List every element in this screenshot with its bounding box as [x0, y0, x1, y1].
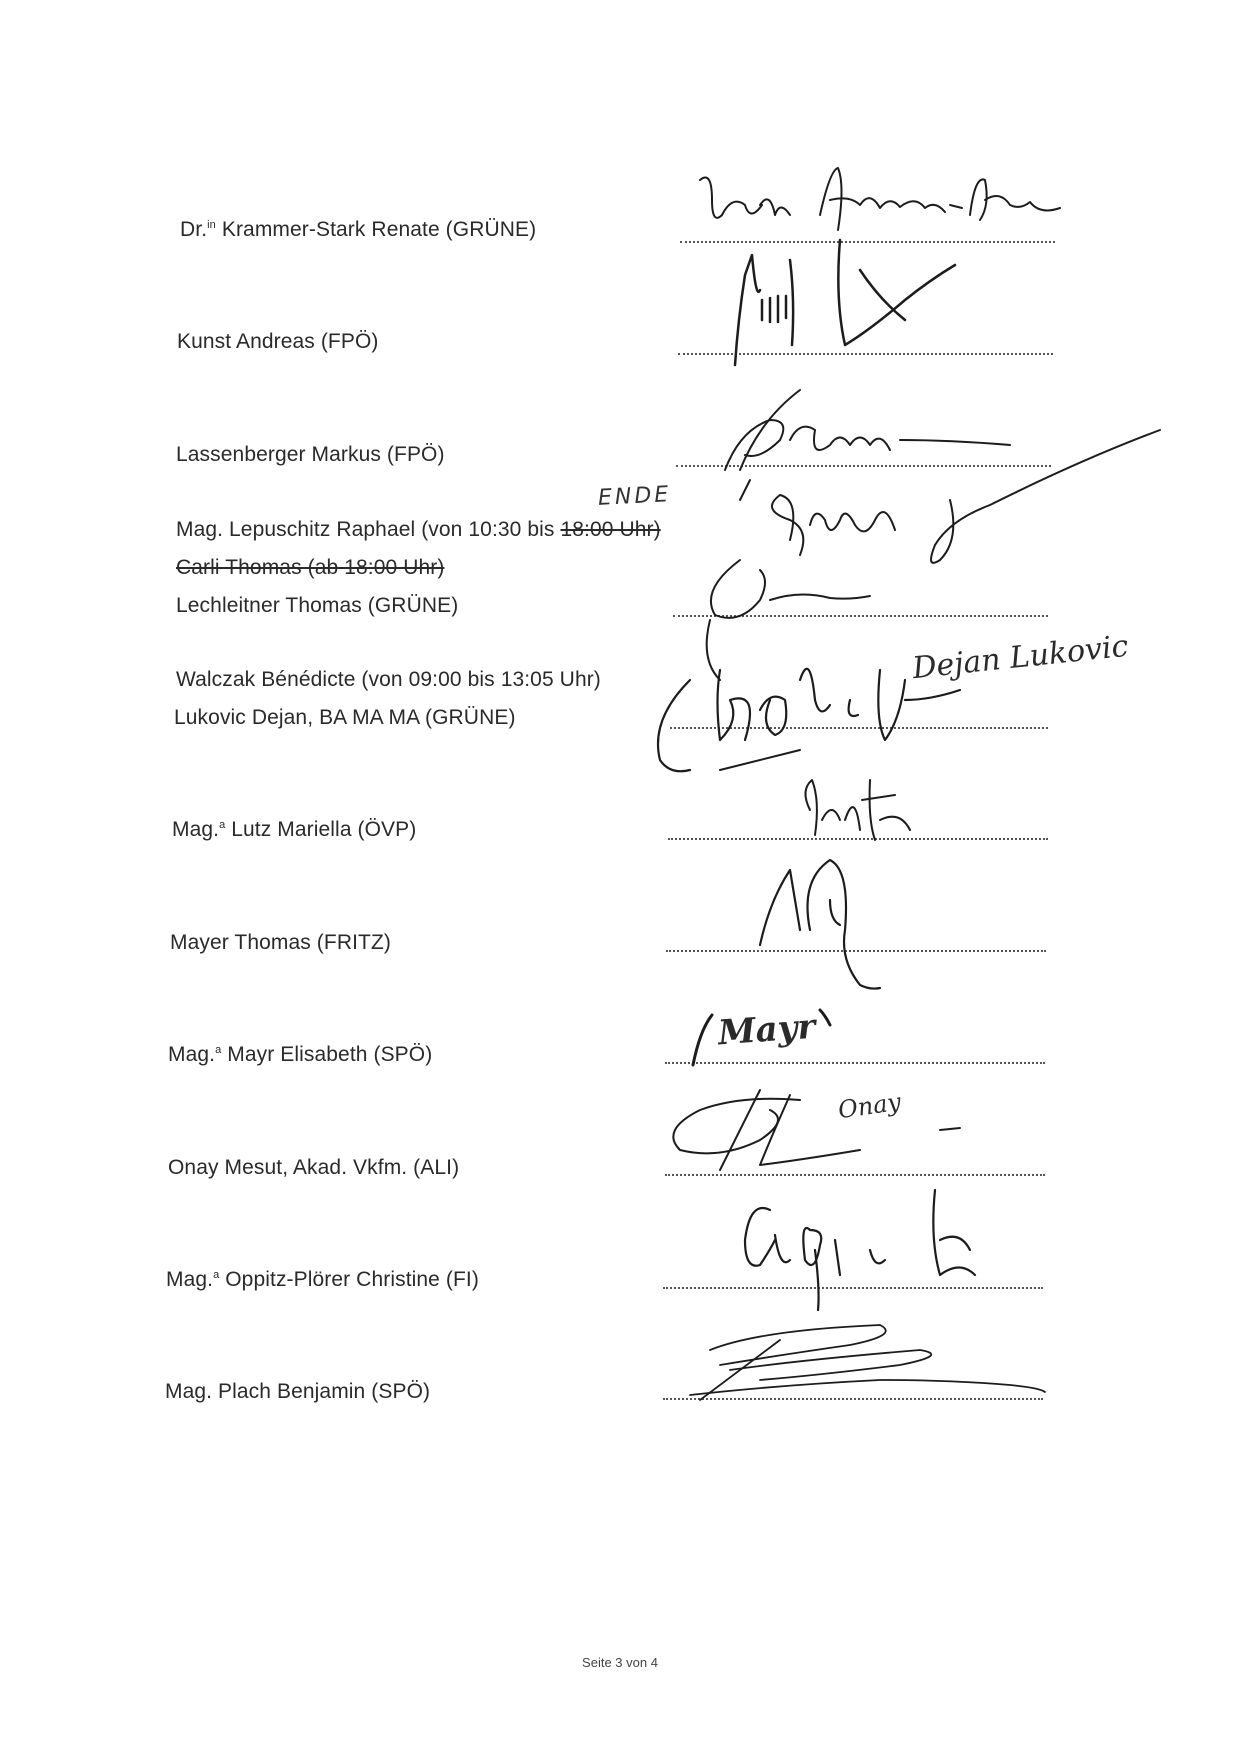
signature-line	[663, 1285, 1043, 1289]
entry-onay: Onay Mesut, Akad. Vkfm. (ALI)	[168, 1156, 460, 1179]
entry-prefix: Mag.	[168, 1043, 216, 1066]
entry-oppitz-ploerer	[166, 1268, 479, 1292]
entry-prefix-suffix: a	[215, 1044, 222, 1056]
signature-krammer-stark	[700, 168, 1060, 230]
signature-lepuschitz	[740, 430, 1160, 563]
signature-line	[678, 351, 1053, 355]
entry-prefix: Mag.	[166, 1268, 214, 1291]
signature-line	[670, 725, 1048, 729]
entry-plach: Mag. Plach Benjamin (SPÖ)	[165, 1380, 431, 1403]
signature-lutz	[805, 780, 910, 840]
entry-prefix: Mag.	[172, 818, 220, 841]
entry-lassenberger: Lassenberger Markus (FPÖ)	[176, 443, 445, 466]
entry-lechleitner: Lechleitner Thomas (GRÜNE)	[176, 594, 459, 617]
entry-prefix: Dr.	[180, 218, 208, 241]
entry-mayr	[168, 1043, 432, 1067]
entry-carli: Carli Thomas (ab 18:00 Uhr)	[176, 556, 445, 579]
signature-mayer	[760, 860, 880, 989]
signature-lukovic	[720, 750, 800, 770]
entry-walczak: Walczak Bénédicte (von 09:00 bis 13:05 Uhr)	[176, 668, 601, 691]
page-footer: Seite 3 von 4	[582, 1655, 658, 1670]
signature-kunst	[735, 240, 955, 365]
entry-name: Mag. Lepuschitz Raphael (von 10:30 bis	[176, 518, 561, 541]
entry-lukovic: Lukovic Dejan, BA MA MA (GRÜNE)	[174, 706, 516, 729]
signature-onay	[673, 1087, 960, 1170]
signature-line	[663, 1396, 1043, 1400]
signature-line	[668, 836, 1048, 840]
entry-struck-text: 18:00 Uhr)	[560, 518, 661, 541]
onay-handwritten-name: Onay	[836, 1087, 903, 1125]
entry-kunst: Kunst Andreas (FPÖ)	[177, 330, 379, 353]
entry-prefix-suffix: a	[219, 819, 226, 831]
signature-oppitz-ploerer	[745, 1190, 975, 1310]
entry-name: Krammer-Stark Renate (GRÜNE)	[221, 218, 537, 241]
signature-lassenberger	[725, 390, 1010, 470]
mayr-handwritten-name: Mayr	[716, 1006, 817, 1054]
signature-line	[665, 1060, 1045, 1064]
ende-annotation: ENDE	[597, 482, 672, 511]
signature-line	[676, 463, 1051, 467]
entry-lutz	[172, 818, 416, 842]
signature-line	[680, 239, 1055, 243]
entry-mayer: Mayer Thomas (FRITZ)	[170, 931, 391, 954]
entry-name: Oppitz-Plörer Christine (FI)	[225, 1268, 479, 1291]
entry-name: Mayr Elisabeth (SPÖ)	[227, 1043, 433, 1066]
entry-prefix-suffix: a	[213, 1269, 220, 1281]
signature-line	[665, 1172, 1045, 1176]
entry-name: Lutz Mariella (ÖVP)	[231, 818, 417, 841]
signature-line	[666, 948, 1046, 952]
signature-lechleitner	[707, 560, 870, 680]
lukovic-handwritten-name: Dejan Lukovic	[910, 628, 1130, 687]
entry-krammer-stark	[180, 218, 536, 242]
signature-line	[673, 613, 1048, 617]
entry-lepuschitz	[176, 518, 661, 542]
signature-plach	[690, 1325, 1045, 1400]
entry-prefix-suffix: in	[207, 219, 216, 231]
